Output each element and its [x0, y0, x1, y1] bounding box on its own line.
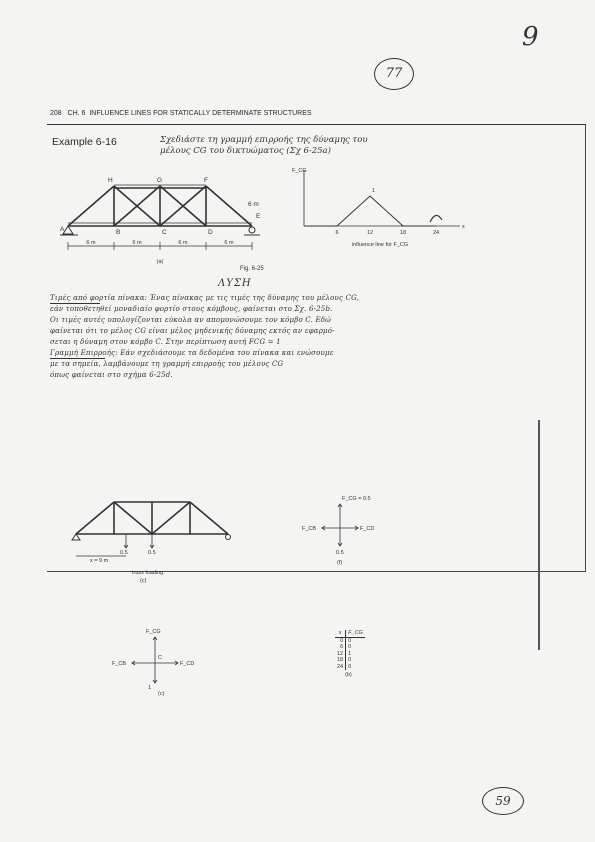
solution-line: με τα σημεία, λαμβάνουμε τη γραμμή επιρροής του μέλους CG [50, 360, 284, 368]
load-label-2: 0.5 [148, 550, 156, 556]
c2-load: 1 [148, 685, 152, 691]
solution-line: σεται η δύναμη στον κόμβο C. Στην περίπτωση αυτή FCG = 1 [50, 338, 281, 346]
table-header: F_CG [348, 630, 363, 636]
node-A: A [60, 226, 65, 233]
truss-figure-a [58, 168, 273, 268]
table-caption: (b) [345, 672, 352, 678]
table-header: x [335, 630, 346, 637]
il-tick-18: 18 [399, 230, 407, 236]
dim-4: 6 m [224, 240, 234, 246]
circled-number-bottom: 59 [482, 787, 524, 815]
f-top-force: F_CG = 0.5 [342, 496, 371, 502]
il-tick-12: 12 [366, 230, 374, 236]
node-E: E [256, 213, 261, 220]
f-left-force: F_CB [302, 526, 317, 532]
c2-node: C [158, 655, 162, 661]
solution-line: εάν τοποθετηθεί μοναδιαίο φορτίο στους κόμβους, φαίνεται στο Σχ. 6-25b. [50, 305, 333, 313]
node-D: D [208, 229, 213, 236]
example-label: Example 6-16 [52, 136, 117, 148]
f-load: 0.5 [336, 550, 344, 556]
f-caption: (f) [337, 560, 343, 566]
f-right-force: F_CD [360, 526, 375, 532]
task-line-2: μέλους CG του δικτυώματος (Σχ 6-25a) [160, 146, 331, 156]
solution-line: Τιμές από φορτία πίνακα: Ένας πίνακας με τις τιμές της δύναμης του μέλους CG, [50, 294, 360, 302]
solution-line: Οι τιμές αυτές υπολογίζονται εύκολα αν απομονώσουμε τον κόμβο C. Εδώ [50, 316, 332, 324]
dim-3: 6 m [178, 240, 188, 246]
running-header [50, 110, 312, 117]
solution-line: Γραμμή Επιρροής: Εάν σχεδιάσουμε τα δεδομένα του πίνακα και ενώσουμε [50, 349, 334, 357]
task-text [160, 135, 368, 157]
il-tick-24: 24 [432, 230, 440, 236]
header-title: INFLUENCE LINES FOR STATICALLY DETERMINATE STRUCTURES [89, 110, 312, 117]
table-row: 6 0 [335, 644, 365, 651]
circled-number-top: 77 [374, 58, 414, 90]
influence-line-graph [290, 160, 470, 265]
header-chapter: CH. 6 [67, 110, 86, 117]
header-page-number: 208 [50, 110, 62, 117]
fig-a-caption: (a) [156, 259, 164, 265]
node-C: C [162, 229, 167, 236]
node-G: G [157, 177, 163, 184]
table-row: 0 0 [335, 637, 365, 644]
node-H: H [108, 177, 113, 184]
figure-caption: Fig. 6-25 [240, 266, 264, 272]
dim-1: 6 m [86, 240, 96, 246]
il-x-label: x [462, 224, 465, 230]
c2-left-force: F_CB [112, 661, 127, 667]
truss-loading-figure [68, 490, 238, 565]
free-body-f [300, 488, 380, 568]
il-y-label: F_CG [292, 168, 307, 174]
il-caption: influence line for F_CG [351, 242, 409, 248]
task-line-1: Σχεδιάστε τη γραμμή επιρροής της δύναμης του [160, 135, 368, 145]
solution-line: όπως φαίνεται στο σχήμα 6-25d. [50, 371, 173, 379]
c2-caption: (c) [158, 691, 165, 697]
c2-right-force: F_CD [180, 661, 195, 667]
node-F: F [204, 177, 208, 184]
solution-line: φαίνεται ότι το μέλος CG είναι μέλος μηδενικής δύναμης εκτός αν εφαρμό- [50, 327, 335, 335]
corner-page-number: 9 [522, 22, 539, 52]
il-peak-label: 1 [372, 188, 376, 194]
il-tick-6: 6 [335, 230, 339, 236]
table-b [335, 630, 365, 678]
table-row: 24 0 [337, 663, 352, 670]
table-row: 18 0 [337, 657, 352, 663]
node-free-body [110, 625, 200, 700]
truss-loading-caption: truss loading [132, 570, 164, 576]
dim-2: 6 m [132, 240, 142, 246]
x-dim-label: x = 9 m [90, 558, 109, 564]
height-dim: 6 m [248, 201, 259, 208]
node-B: B [116, 229, 121, 236]
fig-c-label: (c) [140, 578, 147, 584]
scan-artifact [538, 420, 540, 650]
table-row: 12 1 [337, 650, 352, 657]
c2-top-force: F_CG [146, 629, 161, 635]
solution-heading: ΛΥΣΗ [218, 278, 252, 289]
load-label-1: 0.5 [120, 550, 128, 556]
